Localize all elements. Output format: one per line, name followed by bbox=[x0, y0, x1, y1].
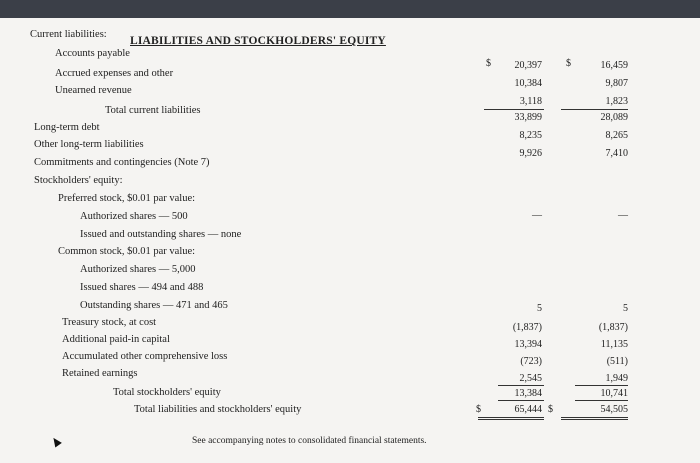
total-liabilities-equity-label: Total liabilities and stockholders' equity bbox=[134, 404, 302, 415]
common-stock-y1: 5 bbox=[537, 303, 542, 314]
total-liabilities-equity-y1: 65,444 bbox=[514, 404, 542, 415]
currency-symbol: $ bbox=[548, 404, 553, 415]
common-issued-label: Issued shares — 494 and 488 bbox=[80, 282, 204, 293]
footnote: See accompanying notes to consolidated financial statements. bbox=[192, 436, 427, 446]
accounts-payable-y1: 20,397 bbox=[514, 60, 542, 71]
common-outstanding-label: Outstanding shares — 471 and 465 bbox=[80, 300, 228, 311]
subtotal-rule bbox=[498, 400, 544, 401]
other-long-term-liabilities-label: Other long-term liabilities bbox=[34, 139, 144, 150]
accounts-payable-y2: 16,459 bbox=[600, 60, 628, 71]
currency-symbol: $ bbox=[476, 404, 481, 415]
document-page bbox=[0, 18, 700, 463]
aoci-y2: (511) bbox=[606, 356, 628, 367]
other-long-term-liabilities-y1: 9,926 bbox=[519, 148, 542, 159]
unearned-revenue-y1: 3,118 bbox=[519, 96, 542, 107]
preferred-stock-label: Preferred stock, $0.01 par value: bbox=[58, 193, 196, 204]
preferred-authorized-label: Authorized shares — 500 bbox=[80, 211, 188, 222]
unearned-revenue-label: Unearned revenue bbox=[55, 85, 132, 96]
mouse-cursor-icon bbox=[50, 436, 62, 448]
other-long-term-liabilities-y2: 7,410 bbox=[605, 148, 628, 159]
double-rule bbox=[561, 417, 628, 418]
double-rule bbox=[561, 419, 628, 420]
subtotal-rule bbox=[484, 109, 544, 110]
total-current-liabilities-label: Total current liabilities bbox=[105, 105, 201, 116]
preferred-issued-y2: — bbox=[618, 210, 628, 221]
long-term-debt-y2: 8,265 bbox=[605, 130, 628, 141]
aoci-label: Accumulated other comprehensive loss bbox=[62, 351, 228, 362]
total-current-liabilities-y1: 33,899 bbox=[514, 112, 542, 123]
apic-y1: 13,394 bbox=[514, 339, 542, 350]
subtotal-rule bbox=[498, 385, 544, 386]
treasury-stock-label: Treasury stock, at cost bbox=[62, 317, 157, 328]
aoci-y1: (723) bbox=[520, 356, 542, 367]
top-bar bbox=[0, 0, 700, 18]
subtotal-rule bbox=[575, 385, 628, 386]
accounts-payable-label: Accounts payable bbox=[55, 48, 130, 59]
retained-earnings-y2: 1,949 bbox=[605, 373, 628, 384]
subtotal-rule bbox=[575, 400, 628, 401]
common-stock-y2: 5 bbox=[623, 303, 628, 314]
common-stock-label: Common stock, $0.01 par value: bbox=[58, 246, 196, 257]
long-term-debt-label: Long-term debt bbox=[34, 122, 100, 133]
treasury-stock-y1: (1,837) bbox=[512, 322, 542, 333]
retained-earnings-label: Retained earnings bbox=[62, 368, 138, 379]
double-rule bbox=[478, 419, 544, 420]
commitments-label: Commitments and contingencies (Note 7) bbox=[34, 157, 210, 168]
total-equity-label: Total stockholders' equity bbox=[113, 387, 221, 398]
long-term-debt-y1: 8,235 bbox=[519, 130, 542, 141]
retained-earnings-y1: 2,545 bbox=[519, 373, 542, 384]
preferred-issued-label: Issued and outstanding shares — none bbox=[80, 229, 242, 240]
double-rule bbox=[478, 417, 544, 418]
accrued-expenses-y2: 9,807 bbox=[605, 78, 628, 89]
preferred-issued-y1: — bbox=[532, 210, 542, 221]
accrued-expenses-label: Accrued expenses and other bbox=[55, 68, 174, 79]
apic-y2: 11,135 bbox=[600, 339, 628, 350]
accrued-expenses-y1: 10,384 bbox=[514, 78, 542, 89]
common-authorized-label: Authorized shares — 5,000 bbox=[80, 264, 196, 275]
treasury-stock-y2: (1,837) bbox=[598, 322, 628, 333]
unearned-revenue-y2: 1,823 bbox=[605, 96, 628, 107]
total-current-liabilities-y2: 28,089 bbox=[600, 112, 628, 123]
total-liabilities-equity-y2: 54,505 bbox=[600, 404, 628, 415]
currency-symbol: $ bbox=[566, 58, 571, 69]
currency-symbol: $ bbox=[486, 58, 491, 69]
total-equity-y2: 10,741 bbox=[600, 388, 628, 399]
apic-label: Additional paid-in capital bbox=[62, 334, 170, 345]
total-equity-y1: 13,384 bbox=[514, 388, 542, 399]
current-liabilities-label: Current liabilities: bbox=[30, 29, 107, 40]
subtotal-rule bbox=[561, 109, 628, 110]
page-title: LIABILITIES AND STOCKHOLDERS' EQUITY bbox=[130, 35, 386, 47]
stockholders-equity-label: Stockholders' equity: bbox=[34, 175, 123, 186]
